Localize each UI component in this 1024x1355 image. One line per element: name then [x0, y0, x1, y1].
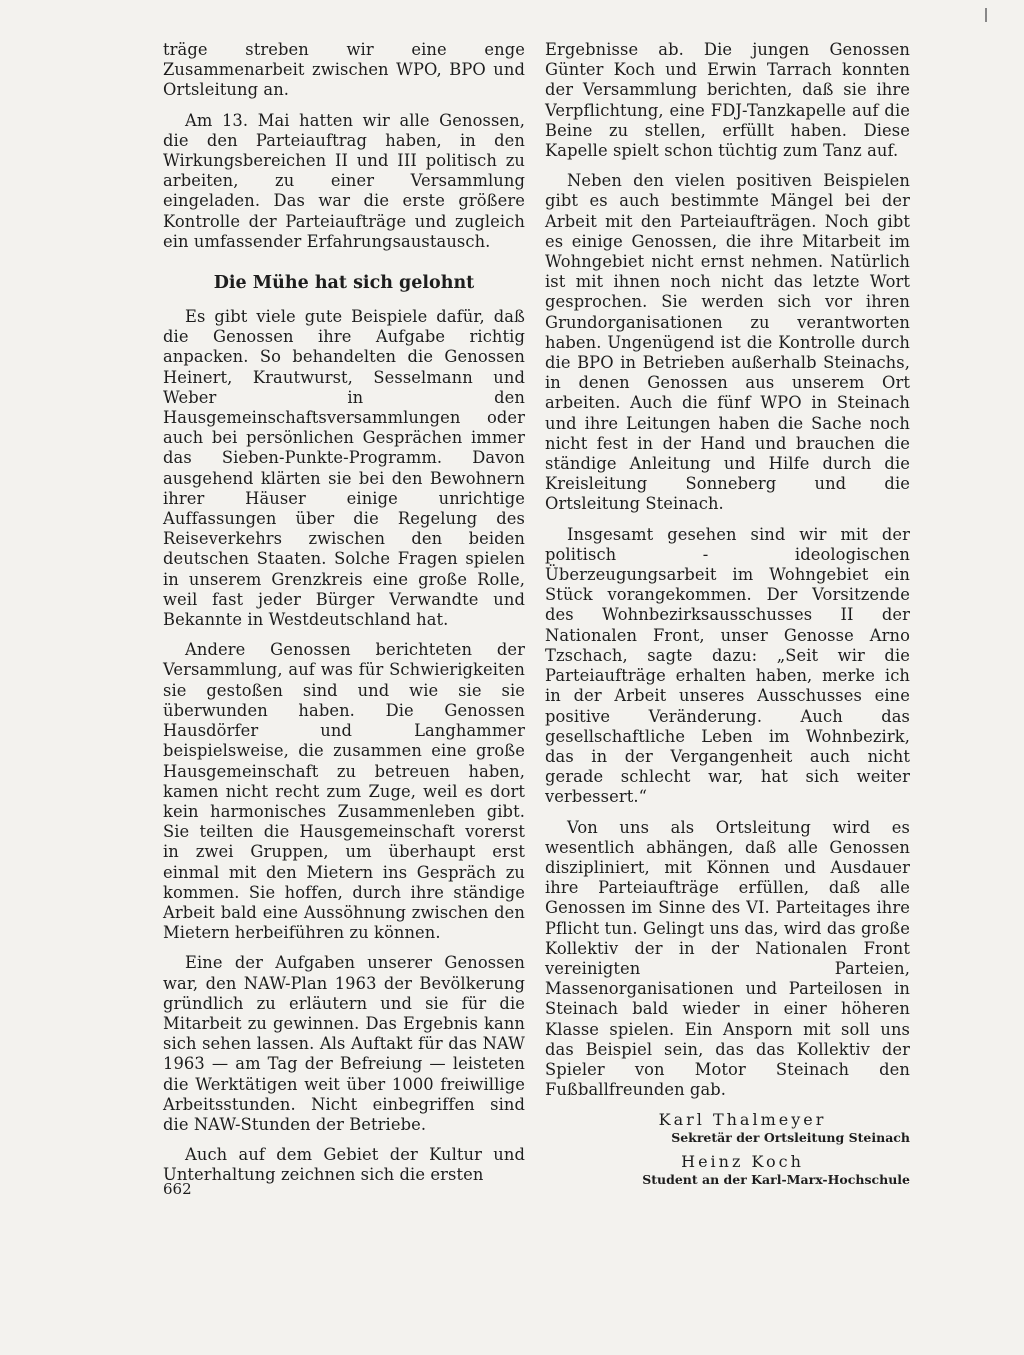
paragraph: träge streben wir eine enge Zusammenarbeit zwischen WPO, BPO und Ortsleitung an.	[163, 40, 525, 100]
paragraph: Andere Genossen berichteten der Versammlung, auf was für Schwierigkeiten sie gestoßen sind und wie sie sie überwunden haben. Die Genossen Hausdörfer und Langhammer beispielsweise, die zusammen eine große Hausgemeinschaft zu betreuen haben, kamen nicht recht zum Zuge, weil es dort kein harmonisches Zusammenleben gibt. Sie teilten die Hausgemeinschaft vorerst in zwei Gruppen, um überhaupt erst einmal mit den Mietern ins Gespräch zu kommen. Sie hoffen, durch ihre ständige Arbeit bald eine Aussöhnung zwischen den Mietern herbeiführen zu können.	[163, 640, 525, 943]
right-column	[545, 40, 910, 1194]
left-column	[163, 40, 525, 1196]
page-number: 662	[163, 1180, 192, 1198]
paragraph: Neben den vielen positiven Beispielen gibt es auch bestimmte Mängel bei der Arbeit mit den Parteiaufträgen. Noch gibt es einige Genossen, die ihre Mitarbeit im Wohngebiet nicht ernst nehmen. Natürlich ist mit ihnen noch nicht das letzte Wort gesprochen. Sie werden sich vor ihren Grundorganisationen zu verantworten haben. Ungenügend ist die Kontrolle durch die BPO in Betrieben außerhalb Steinachs, in denen Genossen aus unserem Ort arbeiten. Auch die fünf WPO in Steinach und ihre Leitungen haben die Sache noch nicht fest in der Hand und brauchen die ständige Anleitung und Hilfe durch die Kreisleitung Sonneberg und die Ortsleitung Steinach.	[545, 171, 910, 514]
signature-role: Sekretär der Ortsleitung Steinach	[671, 1130, 910, 1146]
paragraph: Insgesamt gesehen sind wir mit der politisch - ideologischen Überzeugungsarbeit im Wohngebiet ein Stück vorangekommen. Der Vorsitzende des Wohnbezirksausschusses II der Nationalen Front, unser Genosse Arno Tzschach, sagte dazu: „Seit wir die Parteiaufträge erhalten haben, merke ich in der Arbeit unseres Ausschusses eine positive Veränderung. Auch das gesellschaftliche Leben im Wohnbezirk, das in der Vergangenheit auch nicht gerade schlecht war, hat sich weiter verbessert.“	[545, 524, 910, 807]
paragraph: Am 13. Mai hatten wir alle Genossen, die den Parteiauftrag haben, in den Wirkungsbereichen II und III politisch zu arbeiten, zu einer Versammlung eingeladen. Das war die erste größere Kontrolle der Parteiaufträge und zugleich ein umfassender Erfahrungsaustausch.	[163, 110, 525, 251]
section-heading: Die Mühe hat sich gelohnt	[213, 273, 475, 294]
signature-role: Student an der Karl-Marx-Hochschule	[642, 1172, 910, 1188]
signature-name: Karl Thalmeyer	[658, 1110, 827, 1130]
paragraph: Auch auf dem Gebiet der Kultur und Unterhaltung zeichnen sich die ersten	[163, 1145, 525, 1185]
paragraph: Ergebnisse ab. Die jungen Genossen Günter Koch und Erwin Tarrach konnten der Versammlung berichten, daß sie ihre Verpflichtung, eine FDJ-Tanzkapelle auf die Beine zu stellen, erfüllt haben. Diese Kapelle spielt schon tüchtig zum Tanz auf.	[545, 40, 910, 161]
paragraph: Es gibt viele gute Beispiele dafür, daß die Genossen ihre Aufgabe richtig anpacken. So behandelten die Genossen Heinert, Krautwurst, Sesselmann und Weber in den Hausgemeinschaftsversammlungen oder auch bei persönlichen Gesprächen immer das Sieben-Punkte-Programm. Davon ausgehend klärten sie bei den Bewohnern ihrer Häuser einige unrichtige Auffassungen über die Regelung des Reiseverkehrs zwischen den beiden deutschen Staaten. Solche Fragen spielen in unserem Grenzkreis eine große Rolle, weil fast jeder Bürger Verwandte und Bekannte in Westdeutschland hat.	[163, 307, 525, 630]
paragraph: Von uns als Ortsleitung wird es wesentlich abhängen, daß alle Genossen diszipliniert, mit Können und Ausdauer ihre Parteiaufträge erfüllen, daß alle Genossen im Sinne des VI. Parteitages ihre Pflicht tun. Gelingt uns das, wird das große Kollektiv der in der Nationalen Front vereinigten Parteien, Massenorganisationen und Parteilosen in Steinach bald wieder in einer höheren Klasse spielen. Ein Ansporn mit soll uns das Beispiel sein, das das Kollektiv der Spieler von Motor Steinach den Fußballfreunden gab.	[545, 817, 910, 1100]
signature-name: Heinz Koch	[681, 1152, 804, 1172]
signatures	[545, 1110, 910, 1188]
scan-mark	[985, 8, 987, 22]
paragraph: Eine der Aufgaben unserer Genossen war, den NAW-Plan 1963 der Bevölkerung gründlich zu erläutern und sie für die Mitarbeit zu gewinnen. Das Ergebnis kann sich sehen lassen. Als Auftakt für das NAW 1963 — am Tag der Befreiung — leisteten die Werktätigen weit über 1000 freiwillige Arbeitsstunden. Nicht einbegriffen sind die NAW-Stunden der Betriebe.	[163, 953, 525, 1134]
right-paragraphs	[545, 40, 910, 1100]
left-paragraphs-after	[163, 307, 525, 1186]
left-paragraphs-before	[163, 40, 525, 252]
